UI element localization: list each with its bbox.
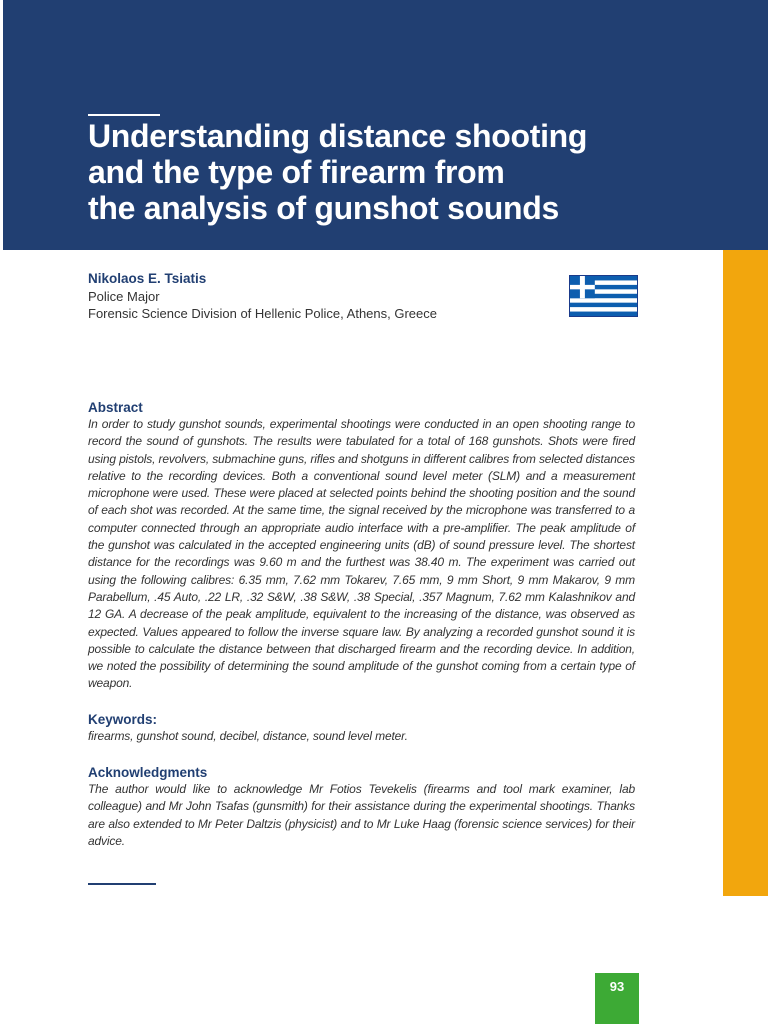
- flag-stripe: [570, 298, 637, 302]
- keywords-section: [88, 711, 635, 745]
- bottom-rule: [88, 883, 156, 885]
- title-line: the analysis of gunshot sounds: [88, 190, 560, 226]
- author-name: Nikolaos E. Tsiatis: [88, 271, 207, 286]
- abstract-text: In order to study gunshot sounds, experimental shootings were conducted in an open shooting range to record the sound of gunshots. The results were tabulated for a total of 168 gunshots. Shots were fired using pistols, revolvers, submachine guns, rifles and shotguns in different calibres from selected distances relative to the recording devices. Both a conventional sound level meter (SLM) and a measurement microphone were used. These were placed at selected points behind the shooting position and the sound of each shot was recorded. At the same time, the signal received by the microphone was transferred to a computer connected through an appropriate audio interface with a pre-amplifier. The peak amplitude of the gunshot was calculated in the accepted engineering units (dB) of sound pressure level. The shortest distance for the recordings was 9.60 m and the furthest was 38.40 m. The experiment was carried out using the following calibres: 6.35 mm, 7.62 mm Tokarev, 7.65 mm, 9 mm Short, 9 mm Makarov, 9 mm Parabellum, .45 Auto, .22 LR, .32 S&W, .38 S&W, .38 Special, .357 Magnum, 7.62 mm Kalashnikov and 12 GA. A decrease of the peak amplitude, equivalent to the increasing of the distance, was observed as expected. Values appeared to follow the inverse square law. By analyzing a recorded gunshot sound it is possible to calculate the distance between that discharged firearm and the recording device. In addition, we noted the possibility of determining the sound amplitude of the gunshot coming from a certain type of weapon.: [88, 417, 635, 691]
- flag-cross-horizontal: [570, 285, 595, 289]
- title-line: Understanding distance shooting: [88, 118, 588, 154]
- author-block: [88, 270, 548, 322]
- keywords-text: firearms, gunshot sound, decibel, distance, sound level meter.: [88, 729, 408, 743]
- acknowledgments-heading: Acknowledgments: [88, 765, 208, 780]
- accent-side-bar: [723, 250, 768, 896]
- title-rule: [88, 114, 160, 116]
- greece-flag-icon: [569, 275, 638, 317]
- paper-title: [88, 118, 708, 226]
- flag-stripe: [570, 307, 637, 311]
- title-line: and the type of firearm from: [88, 154, 505, 190]
- acknowledgments-text: The author would like to acknowledge Mr Fotios Tevekelis (firearms and tool mark examiner, lab colleague) and Mr John Tsafas (gunsmith) for their assistance during the experimental shootings. Thanks are also extended to Mr Peter Daltzis (physicist) and to Mr Luke Haag (forensic science services) for their advice.: [88, 782, 635, 848]
- page-number: 93: [609, 979, 625, 994]
- acknowledgments-section: [88, 764, 635, 850]
- abstract-heading: Abstract: [88, 400, 143, 415]
- author-affiliation: Forensic Science Division of Hellenic Police, Athens, Greece: [88, 306, 437, 321]
- abstract-section: [88, 399, 635, 693]
- page-number-box: [595, 973, 639, 1024]
- author-rank: Police Major: [88, 289, 160, 304]
- keywords-heading: Keywords:: [88, 712, 158, 727]
